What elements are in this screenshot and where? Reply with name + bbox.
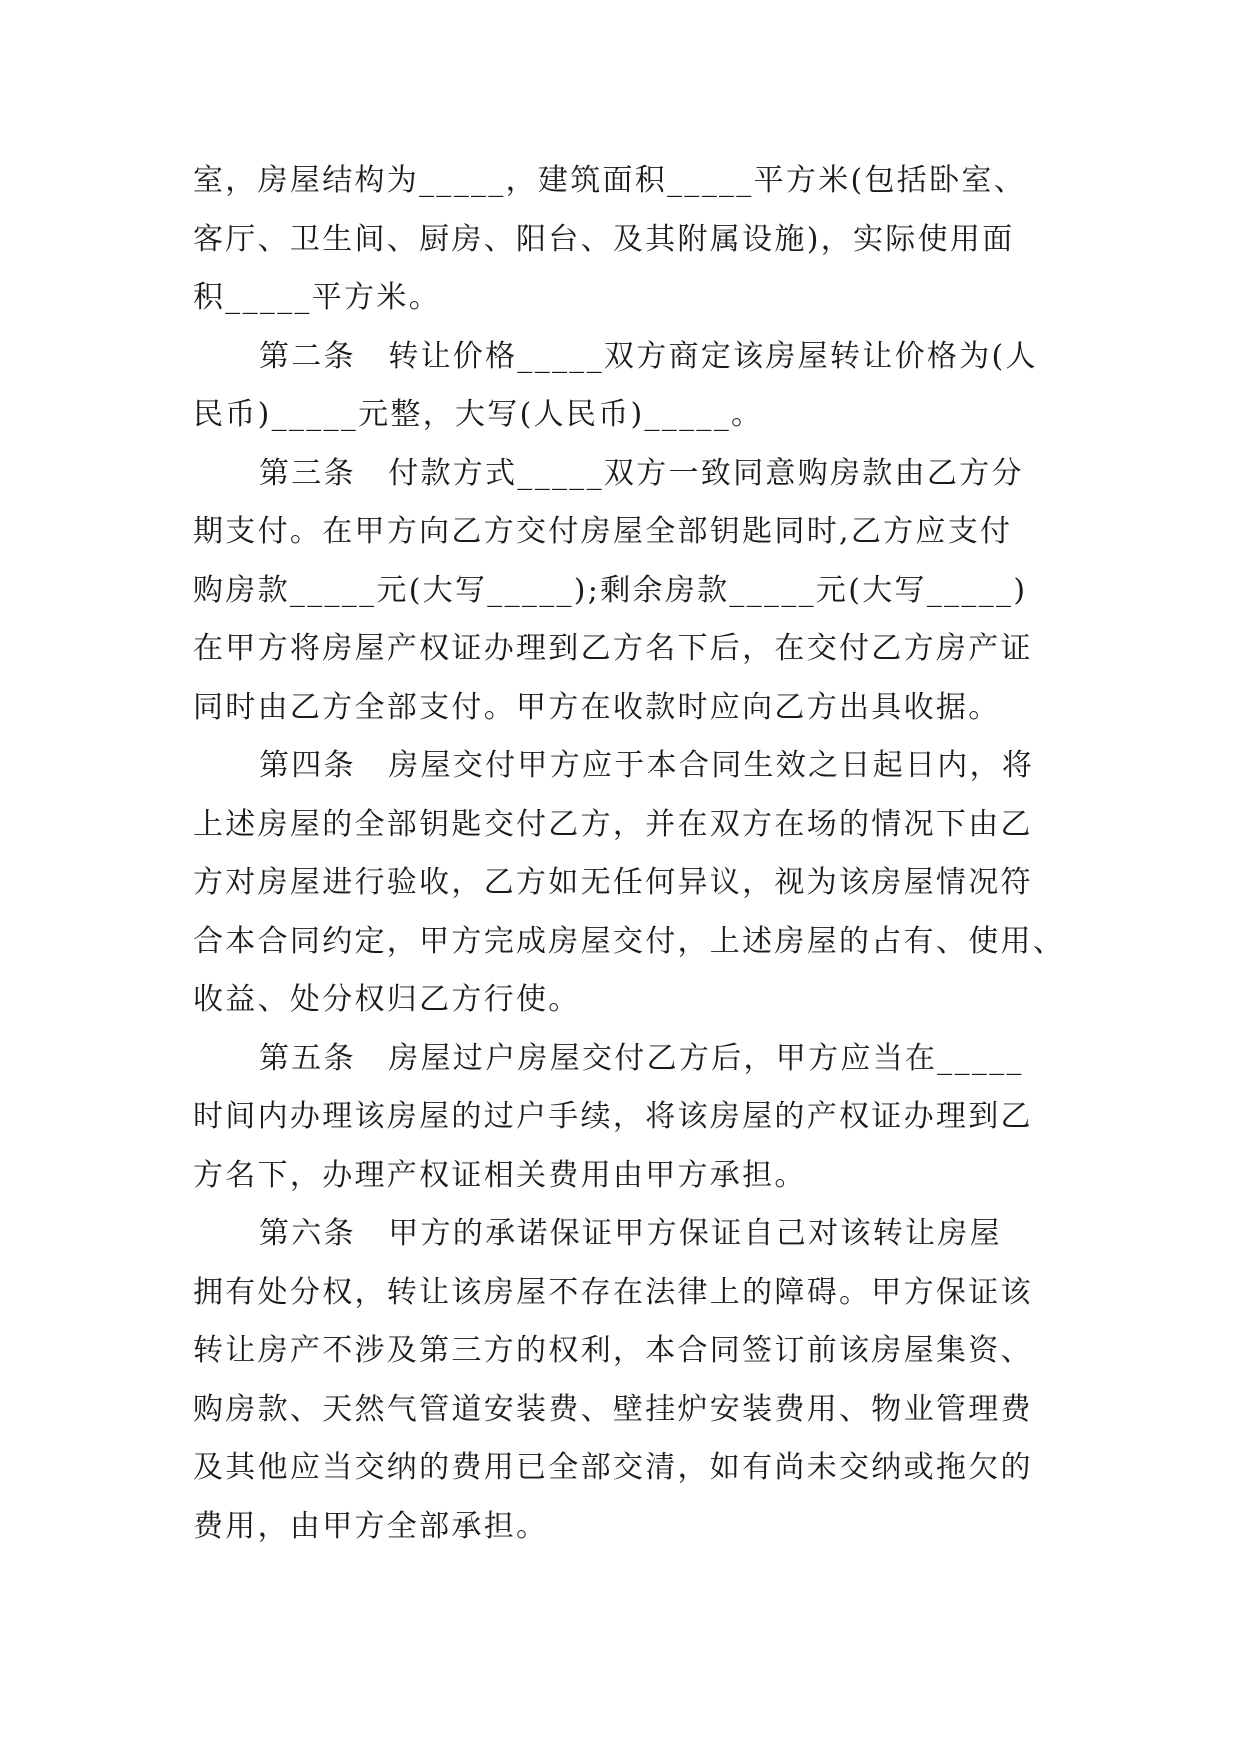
text-line: 第四条 房屋交付甲方应于本合同生效之日起日内，将 xyxy=(259,748,1035,783)
text-line: 购房款、天然气管道安装费、壁挂炉安装费用、物业管理费 xyxy=(193,1391,1033,1427)
text-line: 时间内办理该房屋的过户手续，将该房屋的产权证办理到乙 xyxy=(193,1099,1033,1134)
text-line: 客厅、卫生间、厨房、阳台、及其附属设施)，实际使用面 xyxy=(193,221,1015,257)
article-6-paragraph xyxy=(193,1205,1051,1556)
text-line: 合本合同约定，甲方完成房屋交付，上述房屋的占有、使用、 xyxy=(193,923,1066,959)
text-line: 民币)_____元整，大写(人民币)_____。 xyxy=(193,397,764,432)
text-line: 同时由乙方全部支付。甲方在收款时应向乙方出具收据。 xyxy=(193,689,1001,725)
text-line: 收益、处分权归乙方行使。 xyxy=(193,982,581,1017)
text-line: 方名下，办理产权证相关费用由甲方承担。 xyxy=(193,1157,807,1193)
text-line: 第二条 转让价格_____双方商定该房屋转让价格为(人 xyxy=(259,338,1038,374)
text-line: 及其他应当交纳的费用已全部交清，如有尚未交纳或拖欠的 xyxy=(193,1450,1033,1485)
text-line: 在甲方将房屋产权证办理到乙方名下后，在交付乙方房产证 xyxy=(193,631,1033,666)
text-line: 转让房产不涉及第三方的权利，本合同签订前该房屋集资、 xyxy=(193,1333,1033,1368)
text-line: 方对房屋进行验收，乙方如无任何异议，视为该房屋情况符 xyxy=(193,865,1033,900)
text-line: 第六条 甲方的承诺保证甲方保证自己对该转让房屋 xyxy=(259,1216,1002,1251)
text-line: 第五条 房屋过户房屋交付乙方后，甲方应当在_____ xyxy=(259,1040,1024,1076)
text-line: 拥有处分权，转让该房屋不存在法律上的障碍。甲方保证该 xyxy=(193,1274,1033,1310)
article-4-paragraph xyxy=(193,737,1066,1030)
text-line: 第三条 付款方式_____双方一致同意购房款由乙方分 xyxy=(259,455,1024,491)
paragraph-continuation xyxy=(193,152,1051,328)
text-line: 室，房屋结构为_____，建筑面积_____平方米(包括卧室、 xyxy=(193,163,1027,198)
text-line: 积_____平方米。 xyxy=(193,280,441,315)
text-line: 费用，由甲方全部承担。 xyxy=(193,1508,549,1544)
text-line: 上述房屋的全部钥匙交付乙方，并在双方在场的情况下由乙 xyxy=(193,806,1033,842)
text-line: 购房款_____元(大写_____);剩余房款_____元(大写_____) xyxy=(193,572,1028,608)
text-line: 期支付。在甲方向乙方交付房屋全部钥匙同时,乙方应支付 xyxy=(193,514,1013,549)
article-5-paragraph xyxy=(193,1030,1051,1206)
article-2-paragraph xyxy=(193,328,1051,445)
document-body xyxy=(193,152,1066,1556)
article-3-paragraph xyxy=(193,445,1051,738)
